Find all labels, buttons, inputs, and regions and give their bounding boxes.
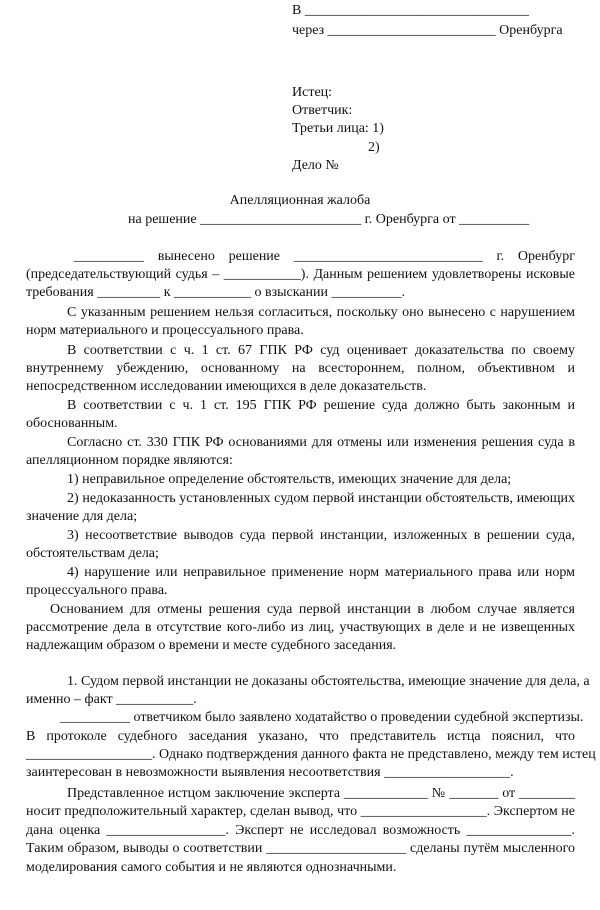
body-line: заинтересован в невозможности выявления несоответствия __________________. bbox=[26, 765, 514, 780]
body-line: Представленное истцом заключение эксперта ____________ № _______ от ________ bbox=[67, 786, 575, 801]
body-line: требования _________ к ___________ о взыскании __________. bbox=[26, 285, 406, 300]
document-subtitle: на решение _______________________ г. Оренбурга от __________ bbox=[128, 212, 530, 227]
body-line: Согласно ст. 330 ГПК РФ основаниями для отмены или изменения решения суда в bbox=[67, 435, 575, 450]
body-line: Основанием для отмены решения суда первой инстанции в любом случае является bbox=[50, 602, 575, 617]
body-line: норм материального и процессуального права. bbox=[26, 323, 304, 338]
body-line: В протоколе судебного заседания указано, что представитель истца пояснил, что bbox=[26, 729, 575, 744]
list-item: значение для дела; bbox=[26, 509, 138, 524]
body-line: Таким образом, выводы о соответствии ____________________ сделаны путём мысленного bbox=[26, 841, 575, 856]
body-line: дана оценка _________________. Эксперт не исследовал возможность _______________. bbox=[26, 823, 575, 838]
body-line: моделирования самого события и не являются однозначными. bbox=[26, 860, 397, 875]
body-line: надлежащим образом о времени и месте судебного заседания. bbox=[26, 638, 397, 653]
list-item: 3) несоответствие выводов суда первой инстанции, изложенных в решении суда, bbox=[67, 528, 575, 543]
list-item: процессуального права. bbox=[26, 583, 168, 598]
list-item: 4) нарушение или неправильное применение норм материального права или норм bbox=[67, 565, 575, 580]
recipient-court-line: В ________________________________ bbox=[292, 3, 529, 18]
third-parties-label-2: 2) bbox=[368, 140, 380, 155]
list-item: 1) неправильное определение обстоятельств, имеющих значение для дела; bbox=[67, 472, 512, 487]
list-item: 2) недоказанность установленных судом первой инстанции обстоятельств, имеющих bbox=[67, 491, 575, 506]
body-line: __________ вынесено решение ___________________________ г. Оренбург bbox=[74, 249, 575, 264]
third-parties-label-1: Третьи лица: 1) bbox=[292, 121, 384, 136]
body-line: внутреннему убеждению, основанному на всестороннем, полном, объективном и bbox=[26, 361, 575, 376]
body-line: рассмотрение дела в отсутствие кого-либо из лиц, участвующих в деле и не извещенных bbox=[26, 620, 575, 635]
body-line: обоснованным. bbox=[26, 416, 118, 431]
body-line: __________________. Однако подтверждения данного факта не представлено, между тем истец bbox=[26, 747, 596, 762]
body-line: В соответствии с ч. 1 ст. 195 ГПК РФ решение суда должно быть законным и bbox=[67, 398, 575, 413]
plaintiff-label: Истец: bbox=[292, 85, 333, 100]
body-line: носит предположительный характер, сделан вывод, что __________________. Экспертом не bbox=[26, 804, 575, 819]
body-line: непосредственном исследовании имеющихся в деле доказательств. bbox=[26, 379, 427, 394]
list-item: обстоятельствам дела; bbox=[26, 546, 159, 561]
body-line: апелляционном порядке являются: bbox=[26, 453, 233, 468]
body-line: __________ ответчиком было заявлено ходатайство о проведении судебной экспертизы. bbox=[60, 710, 584, 725]
body-line: В соответствии с ч. 1 ст. 67 ГПК РФ суд оценивает доказательства по своему bbox=[67, 343, 575, 358]
body-line: С указанным решением нельзя согласиться, поскольку оно вынесено с нарушением bbox=[67, 305, 575, 320]
case-number-label: Дело № bbox=[292, 158, 339, 173]
defendant-label: Ответчик: bbox=[292, 103, 353, 118]
body-line: (председательствующий судья – ___________). Данным решением удовлетворены исковые bbox=[26, 267, 575, 282]
body-line: 1. Судом первой инстанции не доказаны обстоятельства, имеющие значение для дела, а bbox=[67, 674, 590, 689]
body-line: именно – факт ___________. bbox=[26, 692, 197, 707]
via-court-line: через ________________________ Оренбурга bbox=[292, 23, 563, 38]
document-title: Апелляционная жалоба bbox=[229, 193, 371, 208]
